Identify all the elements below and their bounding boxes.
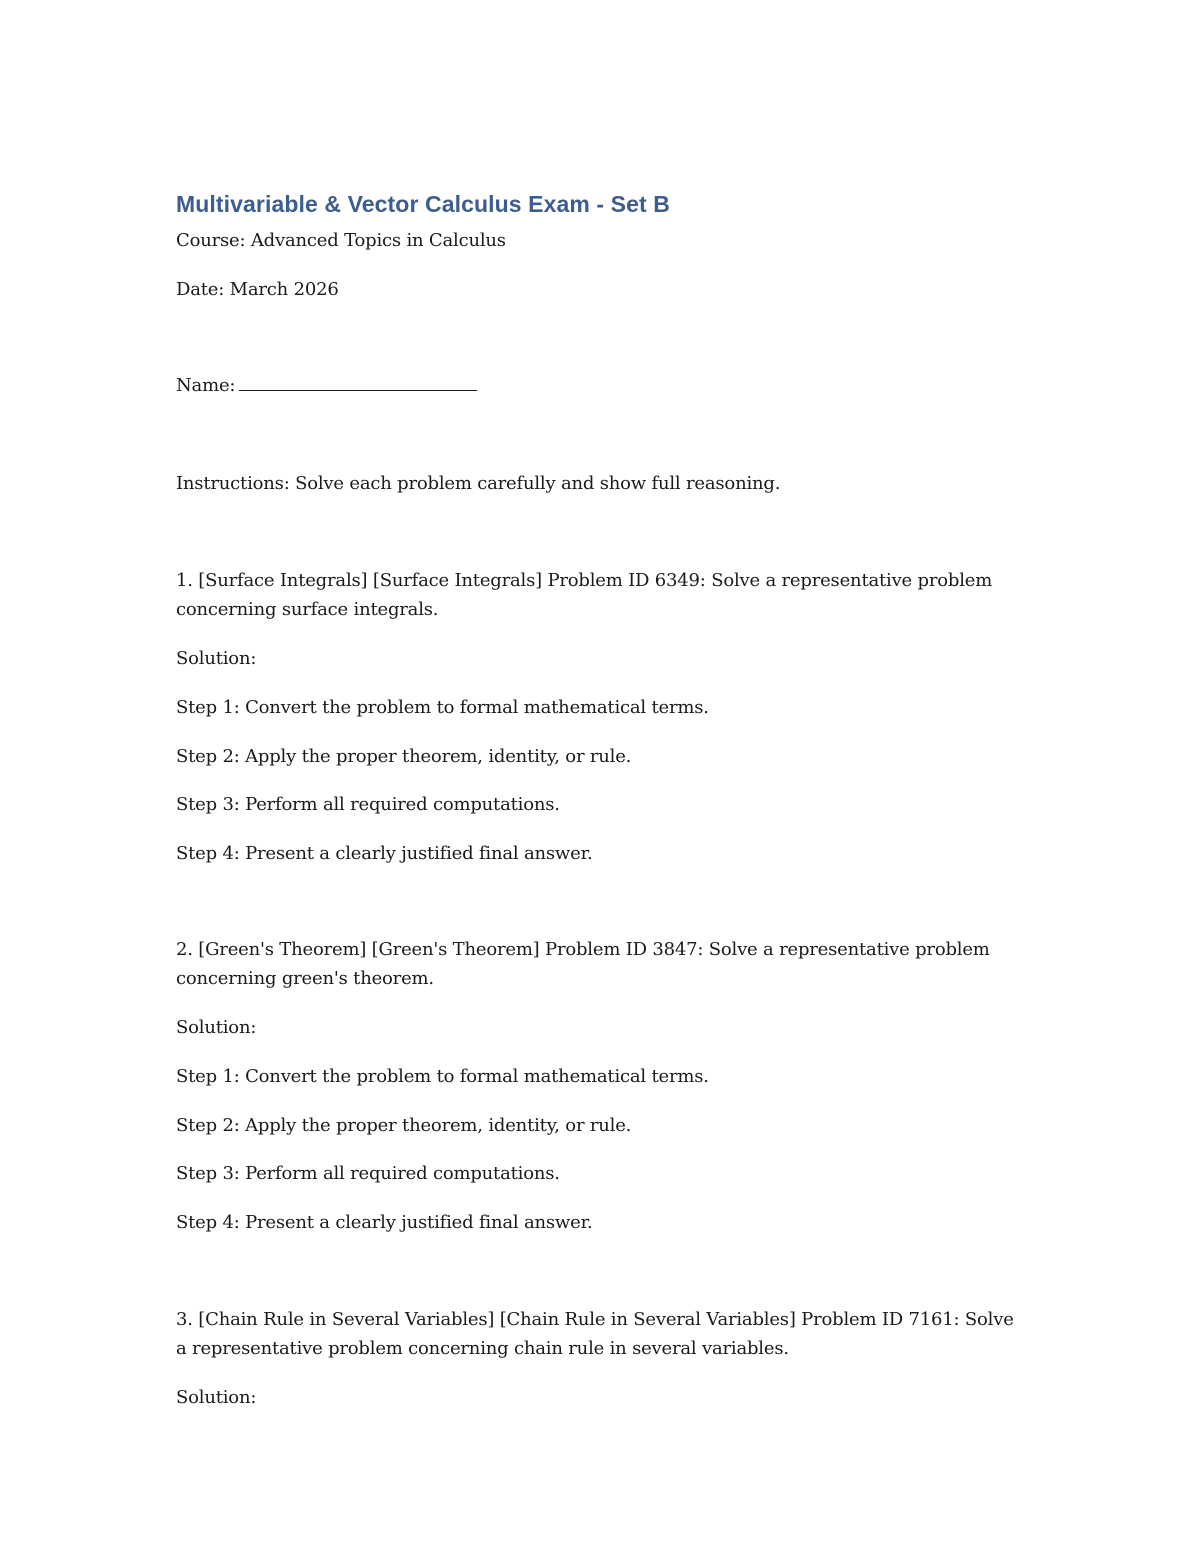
- document-title: Multivariable & Vector Calculus Exam - Set B: [176, 191, 670, 217]
- problem-3-statement: 3. [Chain Rule in Several Variables] [Chain Rule in Several Variables] Problem ID 7161: Solve a representative problem concerning chain rule in several variables.: [176, 1309, 1014, 1359]
- problem-1-solution-label: Solution:: [176, 648, 257, 669]
- problem-1-step-4: Step 4: Present a clearly justified final answer.: [176, 843, 593, 864]
- course-line: Course: Advanced Topics in Calculus: [176, 230, 506, 251]
- name-blank: [239, 372, 477, 391]
- problem-2-step-3: Step 3: Perform all required computations.: [176, 1163, 560, 1184]
- date-line: Date: March 2026: [176, 279, 339, 300]
- problem-2-solution-label: Solution:: [176, 1017, 257, 1038]
- problem-3-solution-label: Solution:: [176, 1387, 257, 1408]
- problem-1-step-1: Step 1: Convert the problem to formal mathematical terms.: [176, 697, 709, 718]
- problem-2-step-2: Step 2: Apply the proper theorem, identity, or rule.: [176, 1115, 632, 1136]
- instructions-line: Instructions: Solve each problem carefully and show full reasoning.: [176, 473, 781, 494]
- problem-2-step-1: Step 1: Convert the problem to formal mathematical terms.: [176, 1066, 709, 1087]
- name-label: Name:: [176, 375, 236, 396]
- problem-1-statement: 1. [Surface Integrals] [Surface Integrals] Problem ID 6349: Solve a representative problem concerning surface integrals.: [176, 570, 993, 620]
- problem-1-step-3: Step 3: Perform all required computations.: [176, 794, 560, 815]
- problem-2-step-4: Step 4: Present a clearly justified final answer.: [176, 1212, 593, 1233]
- problem-2-statement: 2. [Green's Theorem] [Green's Theorem] Problem ID 3847: Solve a representative problem concerning green's theorem.: [176, 939, 990, 989]
- name-field-line: [176, 371, 477, 400]
- problem-1-step-2: Step 2: Apply the proper theorem, identity, or rule.: [176, 746, 632, 767]
